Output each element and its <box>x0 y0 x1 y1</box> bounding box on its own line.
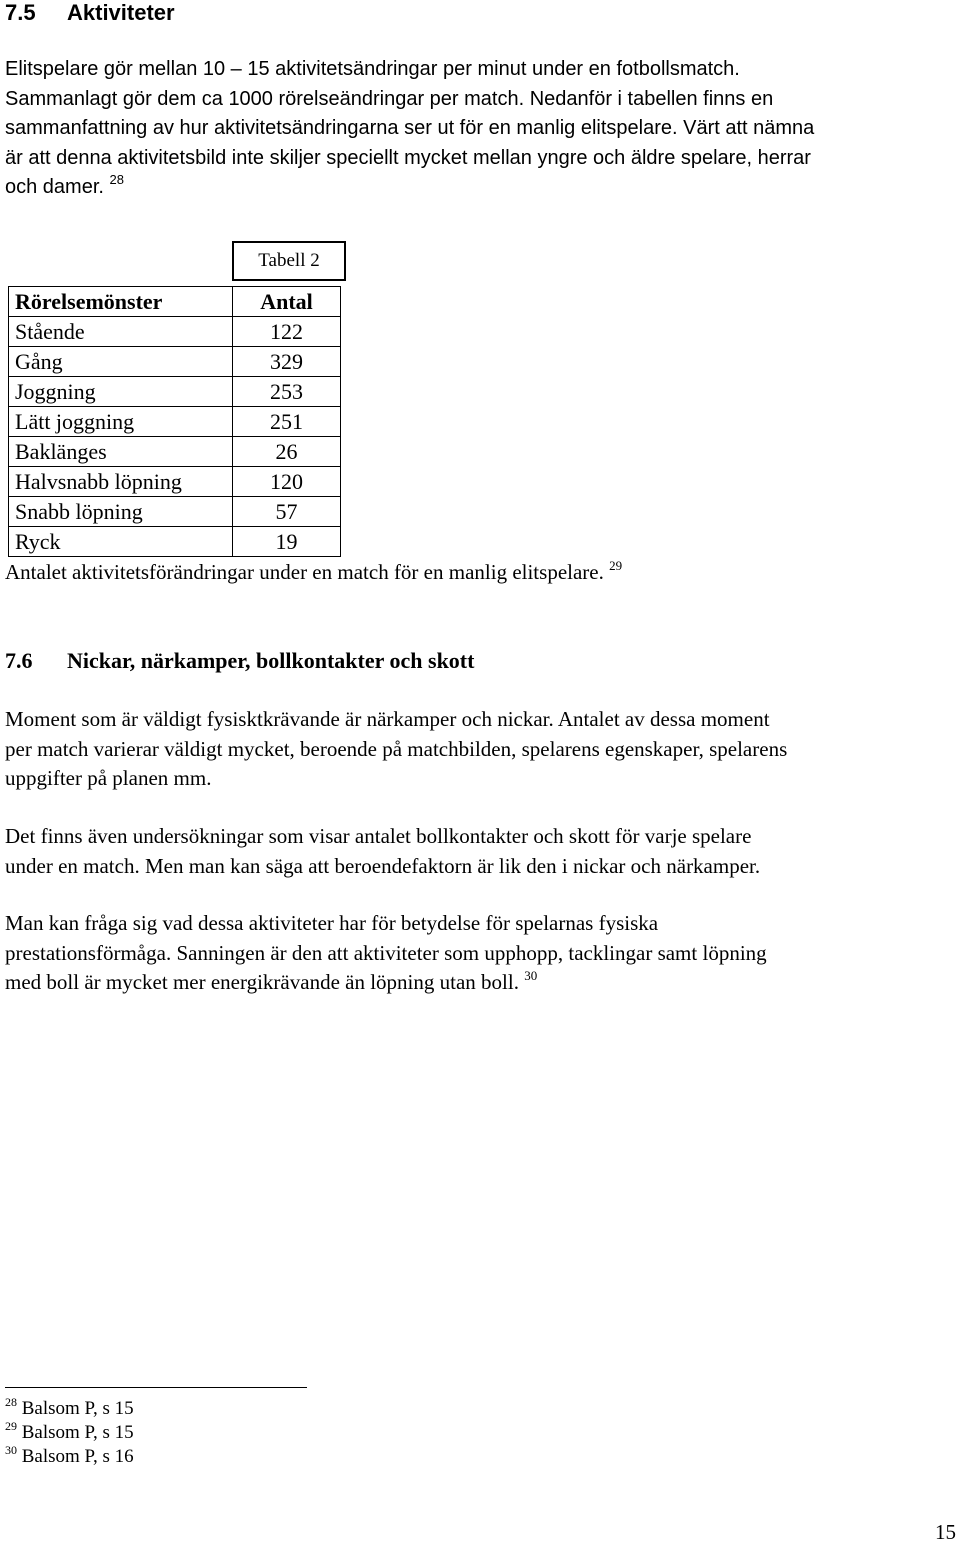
cell-movement: Stående <box>9 317 233 347</box>
footnote-text: Balsom P, s 15 <box>21 1398 134 1419</box>
footnote-separator <box>5 1387 307 1388</box>
cell-movement: Joggning <box>9 377 233 407</box>
paragraph-line <box>5 173 955 203</box>
cell-count: 329 <box>233 347 341 377</box>
paragraph-activities <box>5 55 955 203</box>
table-row <box>9 347 341 377</box>
footnote-text: Balsom P, s 16 <box>21 1446 134 1467</box>
section-heading-7-6 <box>5 648 474 674</box>
cell-count: 120 <box>233 467 341 497</box>
paragraph-line: uppgifter på planen mm. <box>5 766 212 790</box>
table-row <box>9 407 341 437</box>
footnote <box>5 1443 134 1468</box>
paragraph-line <box>5 968 955 998</box>
section-heading-7-5 <box>5 0 175 26</box>
page-number: 15 <box>935 1520 956 1544</box>
section-title: Nickar, närkamper, bollkontakter och skott <box>67 648 475 673</box>
footnote-number: 29 <box>5 1419 17 1433</box>
cell-movement: Halvsnabb löpning <box>9 467 233 497</box>
footnote <box>5 1419 134 1444</box>
paragraph-line: Det finns även undersökningar som visar antalet bollkontakter och skott för varje spelare <box>5 824 752 848</box>
table-row <box>9 317 341 347</box>
footnote-ref: 30 <box>524 968 538 983</box>
table-row <box>9 377 341 407</box>
paragraph-moments <box>5 705 955 794</box>
footnote-number: 28 <box>5 1395 17 1409</box>
cell-count: 251 <box>233 407 341 437</box>
paragraph-ball-contacts <box>5 822 955 881</box>
cell-count: 253 <box>233 377 341 407</box>
paragraph-line: sammanfattning av hur aktivitetsändringarna ser ut för en manlig elitspelare. Värt att nämna <box>5 117 815 139</box>
footnote-ref: 29 <box>609 558 623 573</box>
movement-table <box>8 286 341 557</box>
paragraph-line: Sammanlagt gör dem ca 1000 rörelseändringar per match. Nedanför i tabellen finns en <box>5 87 774 110</box>
paragraph-line: under en match. Men man kan säga att beroendefaktorn är lik den i nickar och närkamper. <box>5 853 761 878</box>
cell-count: 122 <box>233 317 341 347</box>
footnote-text: Balsom P, s 15 <box>21 1422 134 1443</box>
paragraph-text: med boll är mycket mer energikrävande än löpning utan boll. <box>5 970 519 994</box>
table-header-row <box>9 287 341 317</box>
paragraph-line: Man kan fråga sig vad dessa aktiviteter har för betydelse för spelarnas fysiska <box>5 911 659 935</box>
paragraph-text: och damer. <box>5 176 104 198</box>
section-title: Aktiviteter <box>67 0 175 25</box>
cell-movement: Baklänges <box>9 437 233 467</box>
table-row <box>9 527 341 557</box>
footnote <box>5 1395 134 1420</box>
cell-movement: Lätt joggning <box>9 407 233 437</box>
paragraph-line: är att denna aktivitetsbild inte skiljer speciellt mycket mellan yngre och äldre spelare, herrar <box>5 146 811 169</box>
paragraph-line: prestationsförmåga. Sanningen är den att aktiviteter som upphopp, tacklingar samt löpning <box>5 940 767 965</box>
cell-movement: Gång <box>9 347 233 377</box>
section-number: 7.5 <box>5 0 36 25</box>
footnote-ref: 28 <box>109 172 124 187</box>
header-count: Antal <box>233 287 341 317</box>
table-note <box>5 560 622 585</box>
header-movement: Rörelsemönster <box>9 287 233 317</box>
table-note-text: Antalet aktivitetsförändringar under en match för en manlig elitspelare. <box>5 560 604 584</box>
table-caption: Tabell 2 <box>232 241 346 281</box>
section-number: 7.6 <box>5 648 33 673</box>
table-row <box>9 467 341 497</box>
paragraph-line: Elitspelare gör mellan 10 – 15 aktivitetsändringar per minut under en fotbollsmatch. <box>5 58 740 80</box>
paragraph-line: per match varierar väldigt mycket, beroende på matchbilden, spelarens egenskaper, spelarens <box>5 736 788 761</box>
table-row <box>9 437 341 467</box>
footnote-number: 30 <box>5 1443 17 1457</box>
paragraph-performance <box>5 909 955 998</box>
cell-movement: Ryck <box>9 527 233 557</box>
cell-count: 19 <box>233 527 341 557</box>
cell-count: 57 <box>233 497 341 527</box>
cell-movement: Snabb löpning <box>9 497 233 527</box>
paragraph-line: Moment som är väldigt fysisktkrävande är närkamper och nickar. Antalet av dessa moment <box>5 707 770 731</box>
table-row <box>9 497 341 527</box>
cell-count: 26 <box>233 437 341 467</box>
